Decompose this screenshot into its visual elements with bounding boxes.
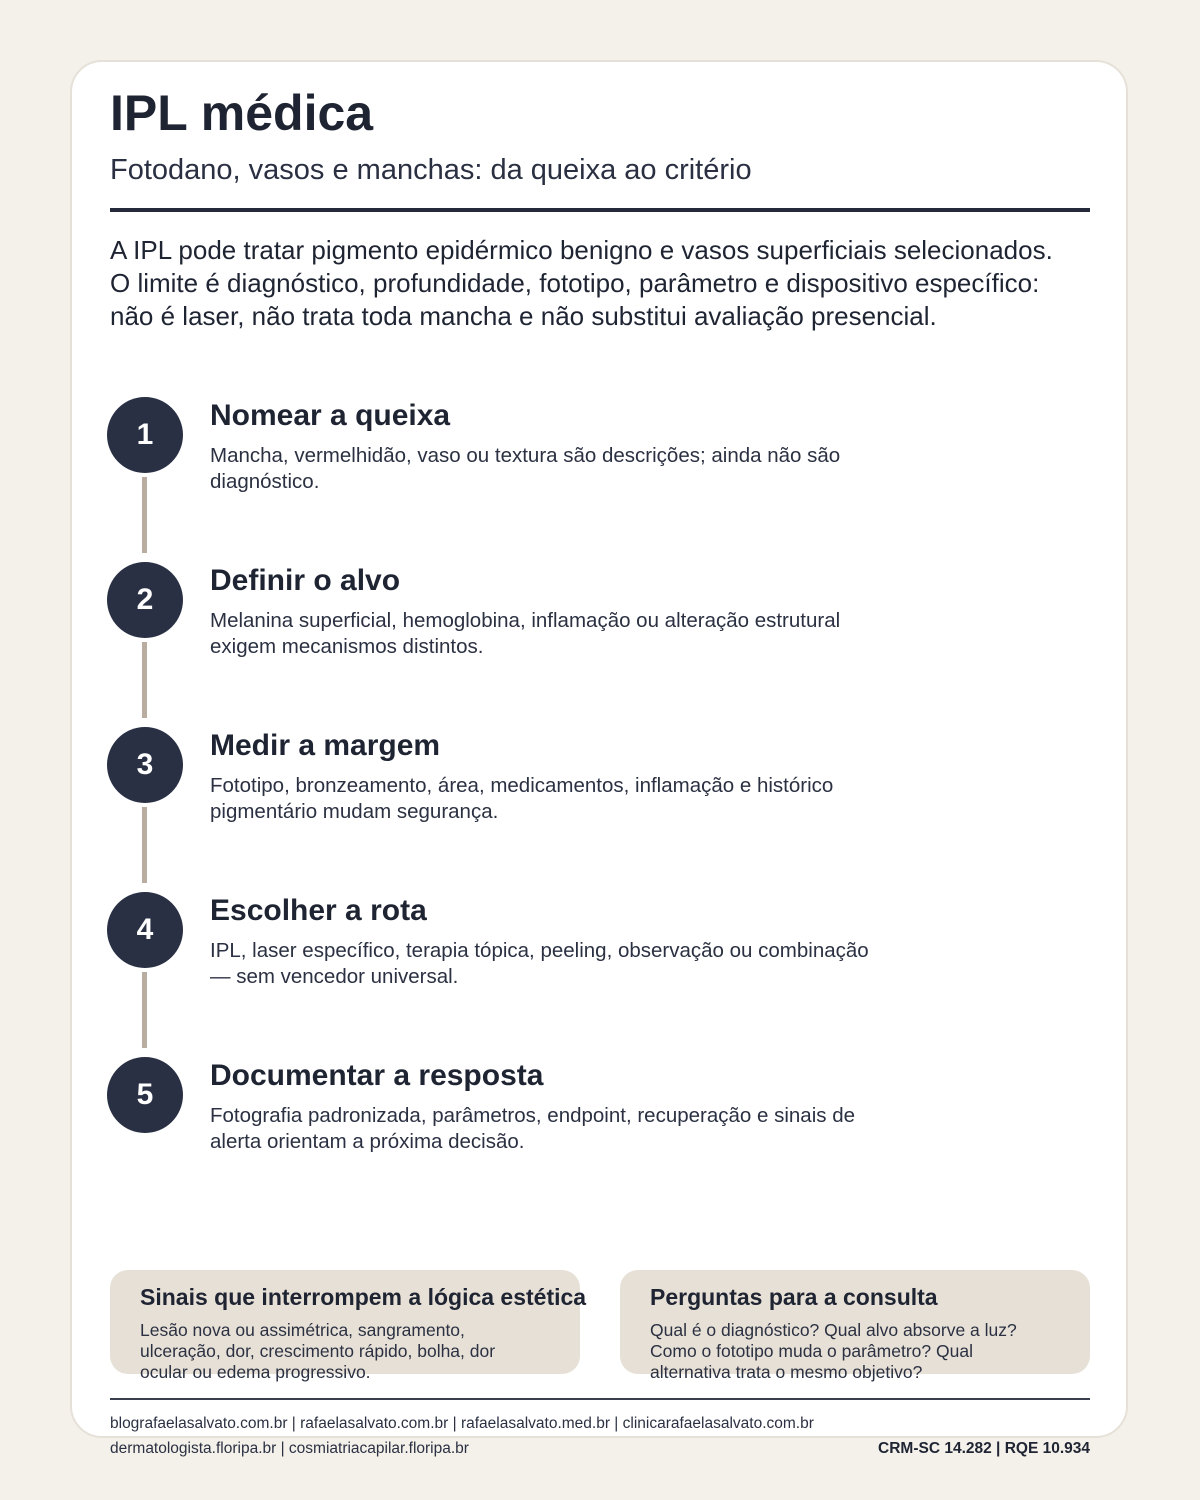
step-title-4: Escolher a rota bbox=[210, 894, 427, 927]
warning-signs-title: Sinais que interrompem a lógica estética bbox=[140, 1284, 587, 1310]
step-title-5: Documentar a resposta bbox=[210, 1059, 544, 1092]
step-number-5: 5 bbox=[107, 1057, 183, 1133]
step-connector-4 bbox=[142, 972, 147, 1048]
step-title-2: Definir o alvo bbox=[210, 564, 401, 597]
step-description-5: Fotografia padronizada, parâmetros, endpoint, recuperação e sinais de alerta orientam a próxima decisão. bbox=[210, 1104, 856, 1153]
step-number-4: 4 bbox=[107, 892, 183, 968]
step-number-1: 1 bbox=[107, 397, 183, 473]
header-divider bbox=[110, 208, 1090, 212]
step-description-4: IPL, laser específico, terapia tópica, peeling, observação ou combinação — sem vencedor universal. bbox=[210, 939, 869, 988]
step-description-1: Mancha, vermelhidão, vaso ou textura são descrições; ainda não são diagnóstico. bbox=[210, 444, 841, 493]
footer-links-line-1: blografaelasalvato.com.br | rafaelasalvato.com.br | rafaelasalvato.med.br | clinicarafaelasalvato.com.br bbox=[110, 1415, 814, 1432]
intro-paragraph: A IPL pode tratar pigmento epidérmico benigno e vasos superficiais selecionados. O limite é diagnóstico, profundidade, fototipo, parâmetro e dispositivo específico: não é laser, não trata toda mancha e não substitui avaliação presencial. bbox=[110, 235, 1053, 331]
warning-signs-text: Lesão nova ou assimétrica, sangramento, ulceração, dor, crescimento rápido, bolha, dor ocular ou edema progressivo. bbox=[140, 1320, 496, 1382]
footer-links-line-2: dermatologista.floripa.br | cosmiatriacapilar.floripa.br bbox=[110, 1440, 469, 1457]
step-connector-2 bbox=[142, 642, 147, 718]
step-title-1: Nomear a queixa bbox=[210, 399, 451, 432]
step-connector-1 bbox=[142, 477, 147, 553]
step-description-2: Melanina superficial, hemoglobina, inflamação ou alteração estrutural exigem mecanismos distintos. bbox=[210, 609, 841, 658]
step-number-2: 2 bbox=[107, 562, 183, 638]
credentials: CRM-SC 14.282 | RQE 10.934 bbox=[878, 1440, 1090, 1457]
page-title: IPL médica bbox=[110, 85, 374, 141]
consult-questions-title: Perguntas para a consulta bbox=[650, 1284, 938, 1310]
footer-divider bbox=[110, 1398, 1090, 1400]
page-subtitle: Fotodano, vasos e manchas: da queixa ao critério bbox=[110, 154, 752, 186]
step-title-3: Medir a margem bbox=[210, 729, 441, 762]
step-description-3: Fototipo, bronzeamento, área, medicamentos, inflamação e histórico pigmentário mudam segurança. bbox=[210, 774, 834, 823]
step-number-3: 3 bbox=[107, 727, 183, 803]
consult-questions-text: Qual é o diagnóstico? Qual alvo absorve a luz? Como o fototipo muda o parâmetro? Qual alternativa trata o mesmo objetivo? bbox=[650, 1320, 1017, 1382]
step-connector-3 bbox=[142, 807, 147, 883]
